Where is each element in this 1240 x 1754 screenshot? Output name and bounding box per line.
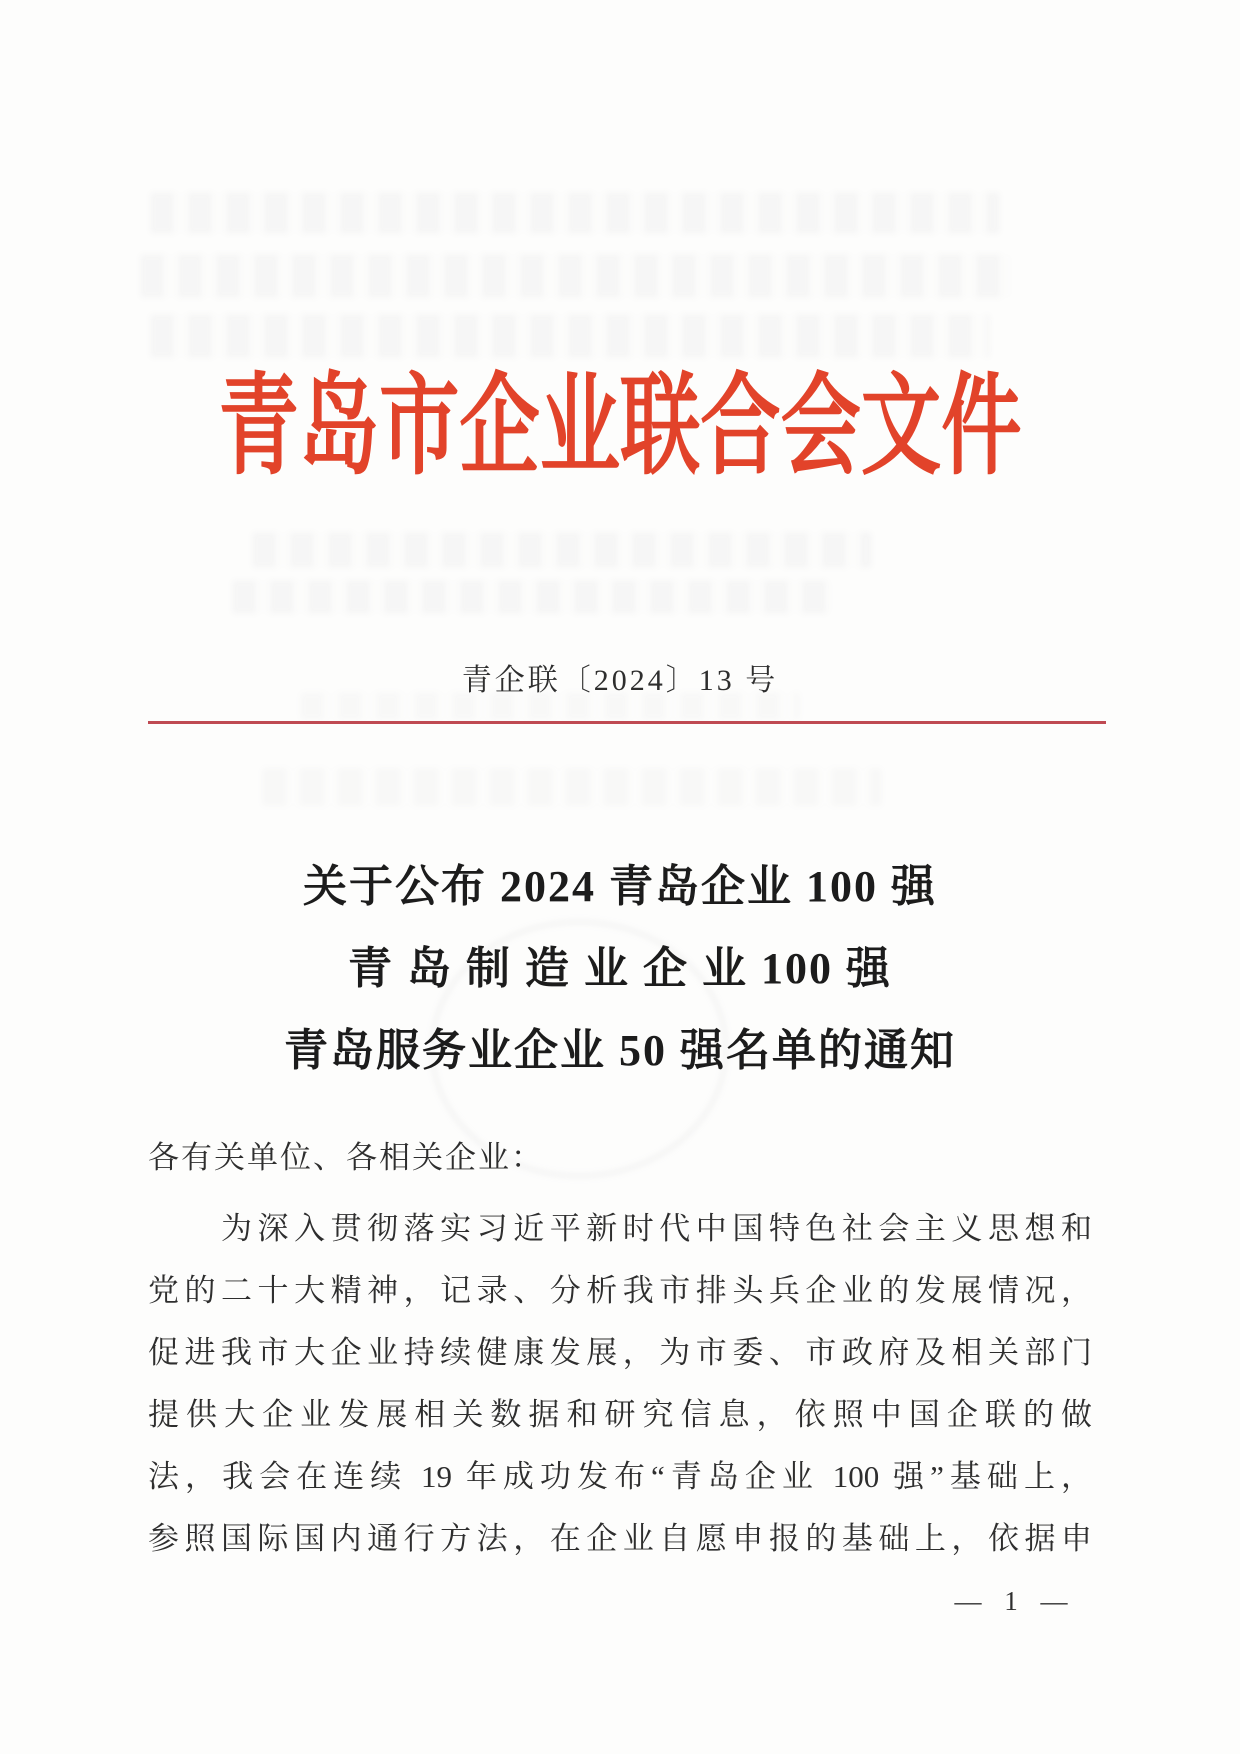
bleed-through-artifact — [150, 314, 990, 358]
bleed-through-artifact — [140, 254, 1012, 298]
notice-title — [0, 846, 1240, 1092]
body-line-5: 法，我会在连续 19 年成功发布“青岛企业 100 强”基础上， — [148, 1459, 1092, 1494]
bleed-through-artifact — [262, 768, 882, 806]
bleed-through-artifact — [252, 532, 872, 568]
bleed-through-artifact — [150, 192, 1000, 234]
red-divider-line — [148, 721, 1106, 724]
notice-title-line-2: 青 岛 制 造 业 企 业 100 强 — [348, 944, 892, 993]
body-paragraph — [148, 1198, 1092, 1570]
notice-title-line-3: 青岛服务业企业 50 强名单的通知 — [284, 1026, 956, 1075]
bleed-through-artifact — [232, 580, 832, 614]
body-line-6: 参照国际国内通行方法，在企业自愿申报的基础上，依据申 — [148, 1521, 1092, 1556]
salutation: 各有关单位、各相关企业： — [148, 1140, 544, 1175]
document-number: 青企联〔2024〕13 号 — [461, 664, 779, 697]
body-line-3: 促进我市大企业持续健康发展，为市委、市政府及相关部门 — [148, 1335, 1092, 1370]
page-number: — 1 — — [954, 1586, 1076, 1616]
letterhead-title: 青岛市企业联合会文件 — [218, 366, 1022, 488]
body-line-2: 党的二十大精神，记录、分析我市排头兵企业的发展情况， — [148, 1273, 1092, 1308]
body-line-4: 提供大企业发展相关数据和研究信息，依照中国企联的做 — [148, 1397, 1092, 1432]
body-line-1: 为深入贯彻落实习近平新时代中国特色社会主义思想和 — [148, 1211, 1092, 1246]
notice-title-line-1: 关于公布 2024 青岛企业 100 强 — [303, 862, 937, 911]
